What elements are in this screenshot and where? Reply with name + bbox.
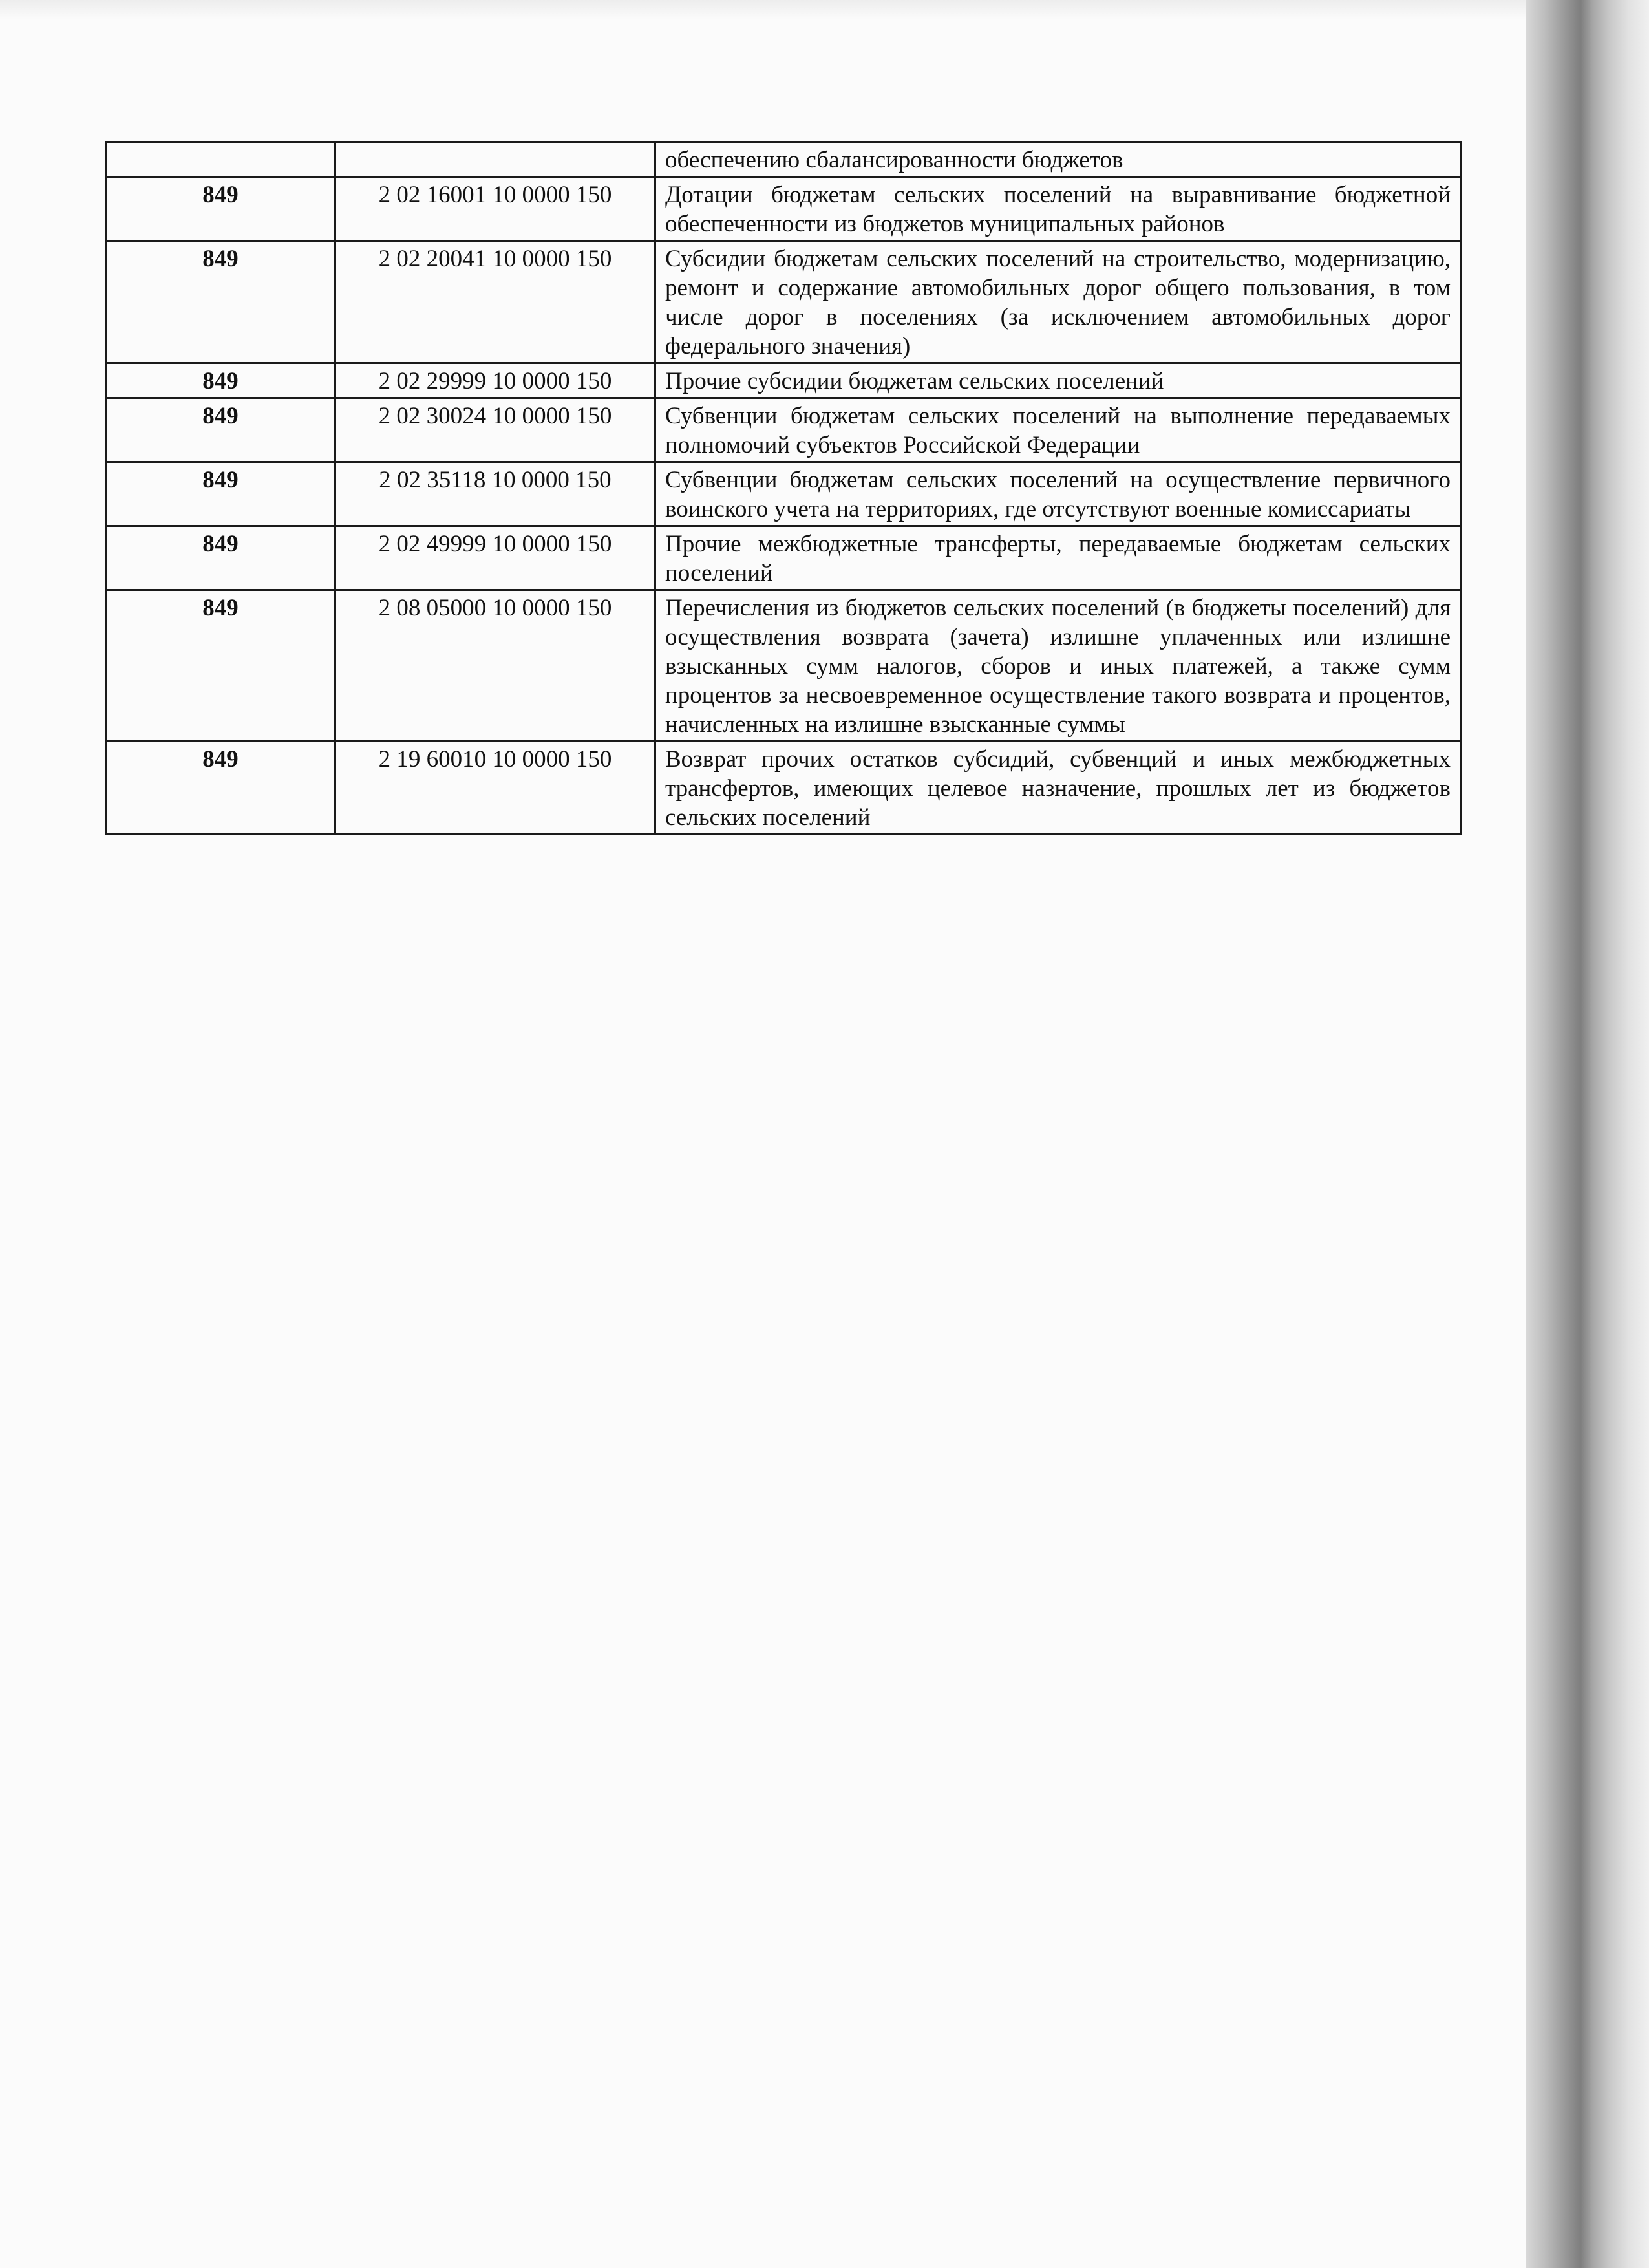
revenue-codes-table — [105, 141, 1462, 835]
table-row — [106, 526, 1461, 590]
admin-code-cell: 849 — [106, 590, 335, 742]
admin-code-cell: 849 — [106, 177, 335, 241]
budget-code-cell: 2 08 05000 10 0000 150 — [335, 590, 655, 742]
revenue-name-cell: Дотации бюджетам сельских поселений на выравнивание бюджетной обеспеченности из бюджетов муниципальных районов — [655, 177, 1461, 241]
revenue-name-cell: Прочие межбюджетные трансферты, передаваемые бюджетам сельских поселений — [655, 526, 1461, 590]
table-row — [106, 177, 1461, 241]
revenue-name-cell: Субвенции бюджетам сельских поселений на осуществление первичного воинского учета на территориях, где отсутствуют военные комиссариаты — [655, 462, 1461, 526]
admin-code-cell: 849 — [106, 398, 335, 462]
admin-code-cell: 849 — [106, 241, 335, 363]
admin-code-cell — [106, 142, 335, 177]
admin-code-cell: 849 — [106, 742, 335, 835]
table-row — [106, 241, 1461, 363]
table-row — [106, 363, 1461, 398]
binding-shadow — [1526, 0, 1649, 2268]
budget-code-cell: 2 02 30024 10 0000 150 — [335, 398, 655, 462]
revenue-name-cell: Перечисления из бюджетов сельских поселений (в бюджеты поселений) для осуществления возврата (зачета) излишне уплаченных или излишне взысканных сумм налогов, сборов и иных платежей, а также сумм процентов за несвоевременное осуществление такого возврата и процентов, начисленных на излишне взысканные суммы — [655, 590, 1461, 742]
table-row — [106, 462, 1461, 526]
budget-code-cell — [335, 142, 655, 177]
revenue-name-cell: Субвенции бюджетам сельских поселений на выполнение передаваемых полномочий субъектов Российской Федерации — [655, 398, 1461, 462]
admin-code-cell: 849 — [106, 462, 335, 526]
table-row — [106, 742, 1461, 835]
table-row — [106, 142, 1461, 177]
admin-code-cell: 849 — [106, 363, 335, 398]
table-row — [106, 398, 1461, 462]
budget-code-cell: 2 02 29999 10 0000 150 — [335, 363, 655, 398]
budget-code-cell: 2 02 20041 10 0000 150 — [335, 241, 655, 363]
scan-top-edge — [0, 0, 1526, 19]
budget-code-cell: 2 02 35118 10 0000 150 — [335, 462, 655, 526]
revenue-name-cell: Прочие субсидии бюджетам сельских поселений — [655, 363, 1461, 398]
admin-code-cell: 849 — [106, 526, 335, 590]
budget-code-cell: 2 02 49999 10 0000 150 — [335, 526, 655, 590]
revenue-name-cell: Возврат прочих остатков субсидий, субвенций и иных межбюджетных трансфертов, имеющих целевое назначение, прошлых лет из бюджетов сельских поселений — [655, 742, 1461, 835]
budget-code-cell: 2 19 60010 10 0000 150 — [335, 742, 655, 835]
revenue-name-cell: Субсидии бюджетам сельских поселений на строительство, модернизацию, ремонт и содержание автомобильных дорог общего пользования, в том числе дорог в поселениях (за исключением автомобильных дорог федерального значения) — [655, 241, 1461, 363]
table-row — [106, 590, 1461, 742]
budget-code-cell: 2 02 16001 10 0000 150 — [335, 177, 655, 241]
revenue-name-cell: обеспечению сбалансированности бюджетов — [655, 142, 1461, 177]
